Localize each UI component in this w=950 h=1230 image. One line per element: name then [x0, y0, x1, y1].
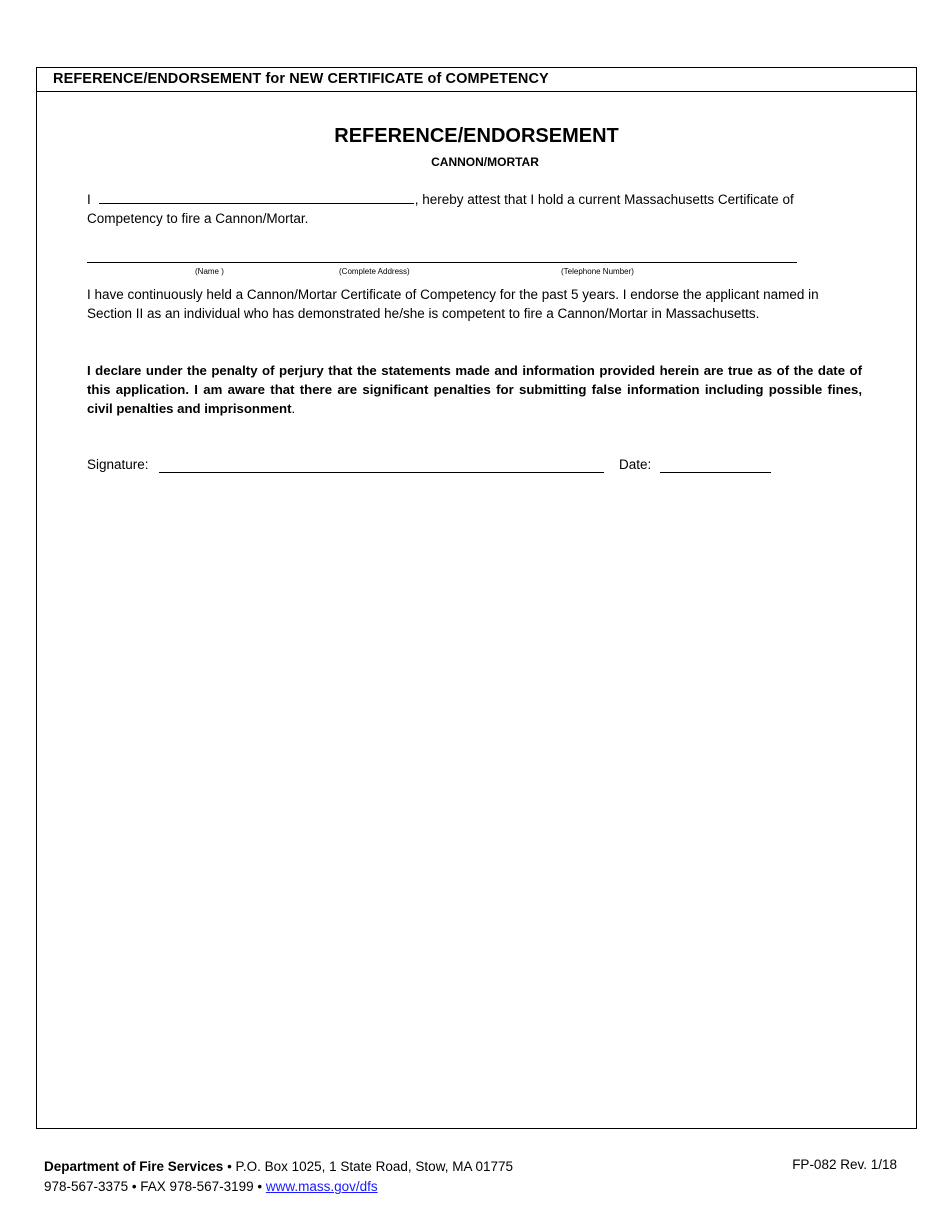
form-id: FP-082 Rev. 1/18 — [792, 1157, 897, 1172]
attest-prefix: I — [87, 192, 91, 207]
declaration-text: I declare under the penalty of perjury that the statements made and information provided herein are true as of the date of this application. I am aware that there are significant penalties for submitting false information including possible fines, civil penalties and imprisonment — [87, 363, 862, 416]
page-title: REFERENCE/ENDORSEMENT — [334, 125, 619, 147]
attester-name-field[interactable] — [99, 191, 414, 204]
footer-address: • P.O. Box 1025, 1 State Road, Stow, MA 01775 — [223, 1159, 513, 1174]
caption-telephone: (Telephone Number) — [561, 267, 634, 276]
attestation-statement — [87, 190, 847, 228]
footer — [44, 1157, 513, 1197]
name-address-phone-field[interactable] — [87, 262, 797, 263]
signature-field[interactable] — [159, 472, 604, 473]
signature-label: Signature: — [87, 457, 149, 472]
department-name: Department of Fire Services — [44, 1159, 224, 1174]
page-subtitle: CANNON/MORTAR — [431, 155, 539, 169]
caption-address: (Complete Address) — [339, 267, 410, 276]
attest-text: , hereby attest that I hold a current Massachusetts Certificate of Competency to fire a Cannon/Mortar. — [87, 192, 794, 226]
date-field[interactable] — [660, 472, 771, 473]
website-link[interactable]: www.mass.gov/dfs — [265, 1179, 378, 1194]
date-label: Date: — [619, 457, 652, 472]
declaration-end: . — [291, 401, 296, 416]
footer-line-1 — [44, 1157, 513, 1177]
form-frame — [36, 67, 917, 1129]
endorsement-paragraph: I have continuously held a Cannon/Mortar Certificate of Competency for the past 5 years. I endorse the applicant named in Section II as an individual who has demonstrated he/she is competent to fire a Cannon/Mortar in Massachusetts. — [87, 287, 819, 321]
footer-line-2 — [44, 1177, 513, 1197]
perjury-declaration — [87, 361, 862, 418]
footer-phones: 978-567-3375 • FAX 978-567-3199 • — [44, 1179, 266, 1194]
header-bar — [37, 68, 916, 92]
header-title: REFERENCE/ENDORSEMENT for NEW CERTIFICATE of COMPETENCY — [53, 71, 549, 87]
caption-name: (Name ) — [195, 267, 224, 276]
